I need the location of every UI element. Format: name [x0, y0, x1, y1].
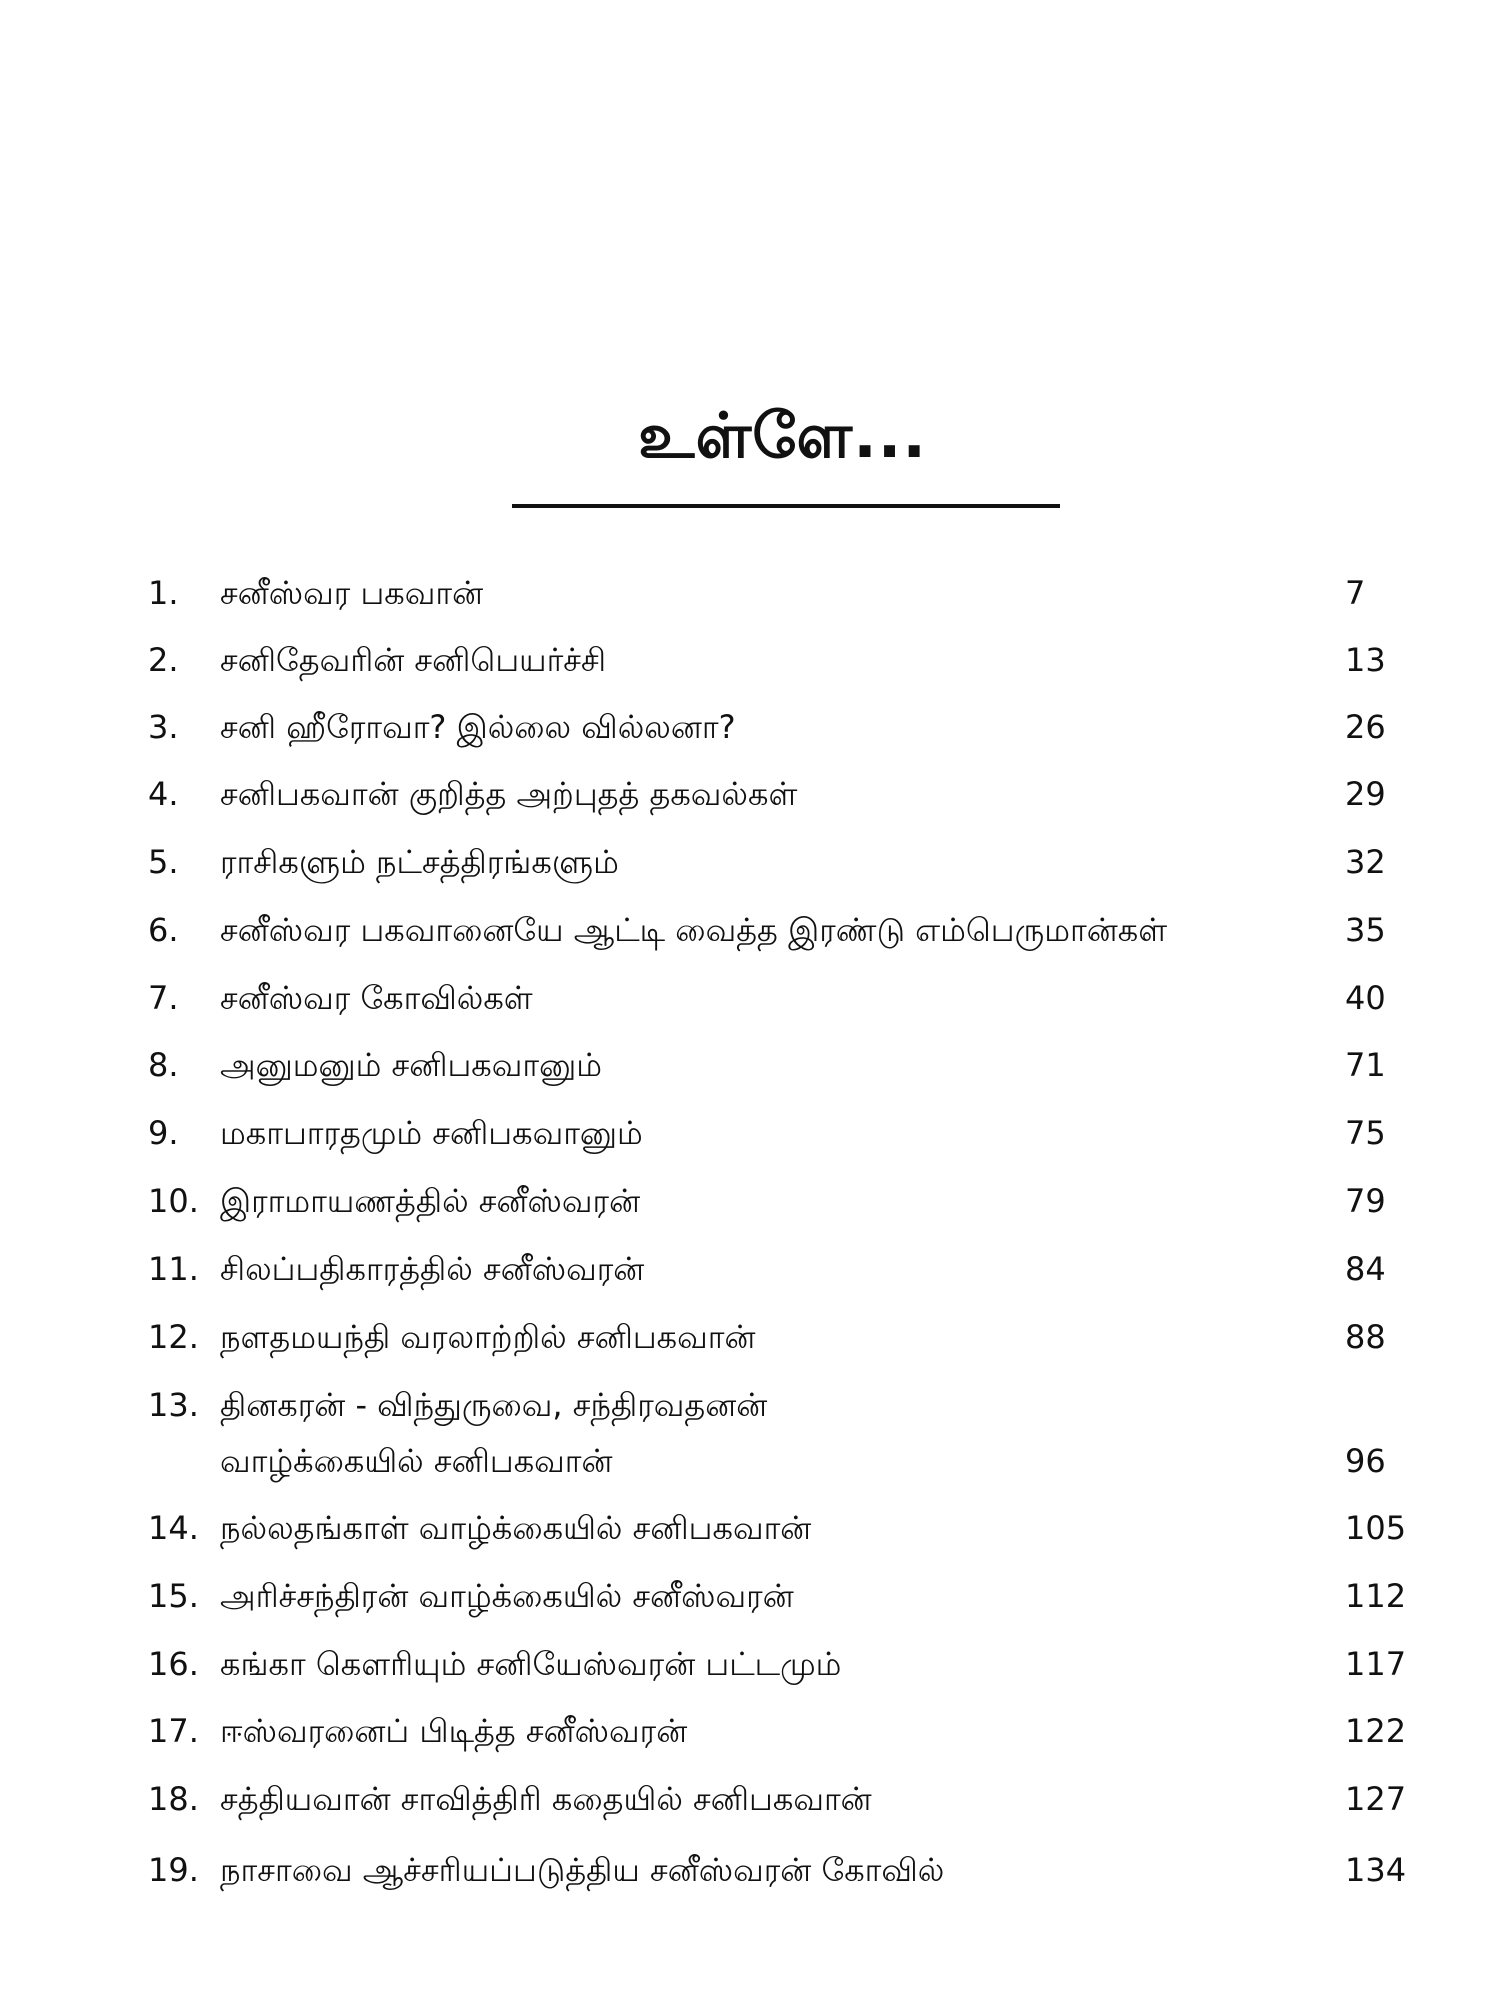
toc-entry[interactable] — [0, 1843, 1500, 1897]
entry-title: சனீஸ்வர பகவான் — [220, 574, 484, 612]
entry-title: சிலப்பதிகாரத்தில் சனீஸ்வரன் — [220, 1250, 645, 1288]
entry-number: 7. — [148, 979, 179, 1017]
toc-entry[interactable] — [0, 1106, 1500, 1160]
entry-title: சனீஸ்வர கோவில்கள் — [220, 979, 533, 1017]
entry-page-number: 29 — [1345, 775, 1386, 813]
entry-number: 6. — [148, 911, 179, 949]
entry-title: ராசிகளும் நட்சத்திரங்களும் — [220, 843, 619, 881]
entry-number: 8. — [148, 1046, 179, 1084]
entry-title: சனிதேவரின் சனிபெயர்ச்சி — [220, 641, 607, 679]
entry-page-number: 112 — [1345, 1577, 1407, 1615]
entry-title-line: தினகரன் - விந்துருவை, சந்திரவதனன் — [220, 1386, 768, 1424]
page-title: உள்ளே... — [638, 399, 927, 472]
entry-title: நளதமயந்தி வரலாற்றில் சனிபகவான் — [220, 1318, 756, 1356]
entry-title: இராமாயணத்தில் சனீஸ்வரன் — [220, 1182, 641, 1220]
entry-number: 13. — [148, 1386, 199, 1424]
entry-number: 12. — [148, 1318, 199, 1356]
entry-page-number: 134 — [1345, 1851, 1407, 1889]
entry-number: 14. — [148, 1509, 199, 1547]
entry-page-number: 127 — [1345, 1780, 1407, 1818]
entry-number: 5. — [148, 843, 179, 881]
entry-title: சனி ஹீரோவா? இல்லை வில்லனா? — [220, 708, 736, 746]
entry-number: 18. — [148, 1780, 199, 1818]
toc-entry[interactable] — [0, 700, 1500, 754]
entry-title — [220, 1378, 767, 1490]
entry-page-number: 26 — [1345, 708, 1386, 746]
entry-title: அனுமனும் சனிபகவானும் — [220, 1046, 602, 1084]
toc-entry[interactable] — [0, 1242, 1500, 1296]
entry-page-number: 96 — [1345, 1442, 1386, 1480]
entry-page-number: 117 — [1345, 1645, 1407, 1683]
entry-page-number: 71 — [1345, 1046, 1386, 1084]
entry-page-number: 7 — [1345, 574, 1366, 612]
entry-number: 10. — [148, 1182, 199, 1220]
entry-number: 9. — [148, 1114, 179, 1152]
toc-entry[interactable] — [0, 835, 1500, 889]
toc-entry[interactable] — [0, 1174, 1500, 1228]
toc-entry[interactable] — [0, 1704, 1500, 1758]
toc-entry[interactable] — [0, 1569, 1500, 1623]
entry-page-number: 40 — [1345, 979, 1386, 1017]
entry-title: ஈஸ்வரனைப் பிடித்த சனீஸ்வரன் — [220, 1712, 688, 1750]
entry-page-number: 88 — [1345, 1318, 1386, 1356]
toc-entry[interactable] — [0, 971, 1500, 1025]
entry-number: 15. — [148, 1577, 199, 1615]
toc-entry[interactable] — [0, 566, 1500, 620]
entry-title: நல்லதங்காள் வாழ்க்கையில் சனிபகவான் — [220, 1509, 812, 1547]
entry-number: 11. — [148, 1250, 199, 1288]
toc-entry[interactable] — [0, 1038, 1500, 1092]
entry-page-number: 79 — [1345, 1182, 1386, 1220]
entry-page-number: 13 — [1345, 641, 1386, 679]
entry-number: 3. — [148, 708, 179, 746]
toc-entry[interactable] — [0, 633, 1500, 687]
toc-entry[interactable] — [0, 1378, 1500, 1488]
entry-title: அரிச்சந்திரன் வாழ்க்கையில் சனீஸ்வரன் — [220, 1577, 794, 1615]
entry-title: மகாபாரதமும் சனிபகவானும் — [220, 1114, 643, 1152]
toc-entry[interactable] — [0, 1501, 1500, 1555]
entry-number: 1. — [148, 574, 179, 612]
entry-page-number: 35 — [1345, 911, 1386, 949]
entry-title: கங்கா கௌரியும் சனியேஸ்வரன் பட்டமும் — [220, 1645, 842, 1683]
entry-page-number: 84 — [1345, 1250, 1386, 1288]
toc-entry[interactable] — [0, 1772, 1500, 1826]
toc-entry[interactable] — [0, 1637, 1500, 1691]
entry-title: சத்தியவான் சாவித்திரி கதையில் சனிபகவான் — [220, 1780, 872, 1818]
entry-number: 16. — [148, 1645, 199, 1683]
entry-title: சனிபகவான் குறித்த அற்புதத் தகவல்கள் — [220, 775, 798, 813]
entry-page-number: 122 — [1345, 1712, 1407, 1750]
toc-entry[interactable] — [0, 903, 1500, 957]
entry-number: 17. — [148, 1712, 199, 1750]
entry-title: நாசாவை ஆச்சரியப்படுத்திய சனீஸ்வரன் கோவில் — [220, 1851, 945, 1889]
toc-entry[interactable] — [0, 767, 1500, 821]
entry-page-number: 105 — [1345, 1509, 1407, 1547]
entry-page-number: 75 — [1345, 1114, 1386, 1152]
toc-entry[interactable] — [0, 1310, 1500, 1364]
entry-title: சனீஸ்வர பகவானையே ஆட்டி வைத்த இரண்டு எம்பெருமான்கள் — [220, 911, 1168, 949]
entry-number: 19. — [148, 1851, 199, 1889]
entry-number: 4. — [148, 775, 179, 813]
entry-title-line: வாழ்க்கையில் சனிபகவான் — [220, 1442, 613, 1480]
entry-number: 2. — [148, 641, 179, 679]
entry-page-number: 32 — [1345, 843, 1386, 881]
